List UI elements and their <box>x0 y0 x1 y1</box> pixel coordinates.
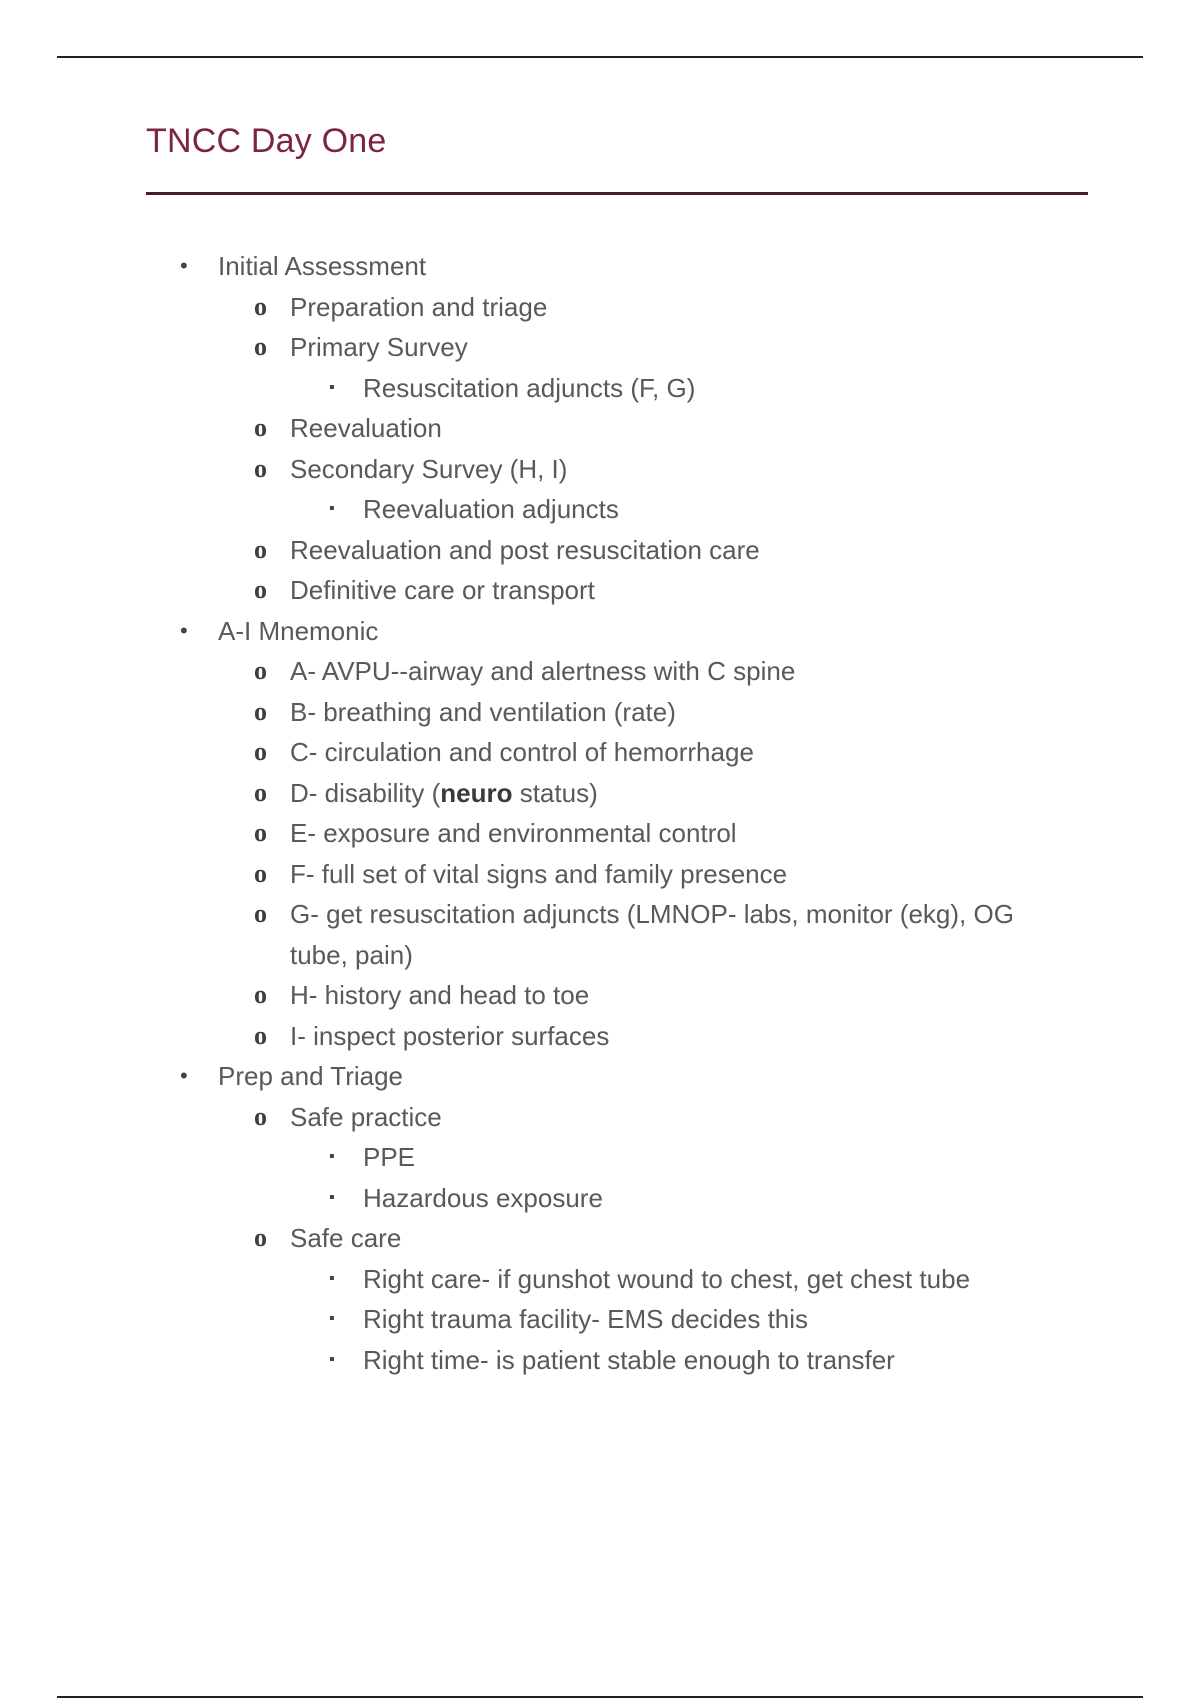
sub-item <box>0 1016 1070 1057</box>
sub-item <box>0 894 1070 975</box>
bullet-item <box>0 1056 1200 1097</box>
sub-sub-text: Right time- is patient stable enough to transfer <box>363 1344 895 1375</box>
sub-text: Preparation and triage <box>290 291 548 322</box>
sub-marker: o <box>254 453 267 483</box>
sub-marker: o <box>254 291 267 321</box>
sub-item <box>0 327 1070 368</box>
sub-text: Safe care <box>290 1223 402 1253</box>
sub-item <box>0 1218 1070 1259</box>
square-marker: ▪ <box>329 1310 335 1327</box>
sub-text: Definitive care or transport <box>290 575 595 605</box>
sub-sub-item <box>0 368 1200 409</box>
bullet-text: A-I Mnemonic <box>218 615 379 646</box>
sub-marker: o <box>254 1020 267 1050</box>
outline-list <box>0 246 1200 1380</box>
bullet-marker: • <box>180 1063 188 1088</box>
sub-marker: o <box>254 656 267 685</box>
sub-item <box>0 773 1070 814</box>
page-bottom-rule <box>57 1696 1143 1698</box>
sub-marker: o <box>254 1101 267 1131</box>
square-marker: ▪ <box>329 1350 335 1368</box>
document-title: TNCC Day One <box>146 122 387 160</box>
sub-item <box>0 692 1070 733</box>
sub-text-after: status) <box>512 777 598 808</box>
sub-sub-text: Reevaluation adjuncts <box>363 494 619 524</box>
sub-item <box>0 1097 1070 1138</box>
bullet-marker: • <box>180 253 188 278</box>
sub-text: Secondary Survey (H, I) <box>290 453 568 484</box>
sub-sub-item <box>0 1340 1200 1381</box>
sub-sub-item <box>0 1137 1200 1178</box>
bullet-item <box>0 246 1200 287</box>
sub-item <box>0 732 1070 773</box>
sub-sub-text: Hazardous exposure <box>363 1182 603 1213</box>
sub-text: Reevaluation <box>290 413 442 443</box>
sub-marker: o <box>254 777 267 807</box>
sub-text: C- circulation and control of hemorrhage <box>290 737 754 767</box>
sub-marker: o <box>254 858 267 888</box>
bullet-text: Prep and Triage <box>218 1061 404 1091</box>
sub-marker: o <box>254 980 267 1009</box>
sub-item <box>0 570 1070 611</box>
sub-text-before: D- disability ( <box>290 777 441 808</box>
sub-text: F- full set of vital signs and family presence <box>290 858 788 889</box>
bullet-text: Initial Assessment <box>218 251 427 281</box>
sub-marker: o <box>254 1223 267 1252</box>
sub-marker: o <box>254 534 267 564</box>
square-marker: ▪ <box>329 1269 335 1287</box>
square-marker: ▪ <box>329 378 335 396</box>
sub-item <box>0 408 1070 449</box>
sub-text: Primary Survey <box>290 332 468 362</box>
square-marker: ▪ <box>329 1188 335 1206</box>
sub-text: I- inspect posterior surfaces <box>290 1020 610 1051</box>
sub-text: B- breathing and ventilation (rate) <box>290 696 676 727</box>
sub-marker: o <box>254 696 267 726</box>
sub-text: H- history and head to toe <box>290 980 590 1010</box>
sub-sub-item <box>0 1178 1200 1219</box>
sub-sub-item <box>0 1259 1200 1300</box>
sub-text: G- get resuscitation adjuncts (LMNOP- labs, monitor (ekg), OG tube, pain) <box>290 899 1014 970</box>
sub-marker: o <box>254 899 267 928</box>
sub-sub-text: Right care- if gunshot wound to chest, get chest tube <box>363 1263 971 1294</box>
sub-text: E- exposure and environmental control <box>290 818 737 848</box>
bullet-marker: • <box>180 617 188 643</box>
sub-marker: o <box>254 575 267 604</box>
sub-item <box>0 854 1070 895</box>
sub-sub-item <box>0 1299 1200 1340</box>
sub-item <box>0 651 1070 692</box>
square-marker: ▪ <box>329 1148 335 1165</box>
sub-item <box>0 287 1070 328</box>
square-marker: ▪ <box>329 500 335 517</box>
sub-marker: o <box>254 413 267 442</box>
sub-text: A- AVPU--airway and alertness with C spine <box>290 656 796 686</box>
sub-item <box>0 813 1070 854</box>
sub-marker: o <box>254 818 267 847</box>
bullet-item <box>0 611 1200 652</box>
title-underline <box>146 192 1088 195</box>
sub-item <box>0 975 1070 1016</box>
sub-marker: o <box>254 737 267 766</box>
sub-sub-text: Right trauma facility- EMS decides this <box>363 1304 809 1334</box>
sub-text-bold: neuro <box>440 777 513 808</box>
sub-item <box>0 530 1070 571</box>
sub-sub-text: Resuscitation adjuncts (F, G) <box>363 372 696 403</box>
sub-sub-text: PPE <box>363 1142 416 1172</box>
sub-marker: o <box>254 332 267 361</box>
sub-sub-item <box>0 489 1200 530</box>
sub-text: Reevaluation and post resuscitation care <box>290 534 760 565</box>
sub-text: Safe practice <box>290 1101 442 1132</box>
sub-item <box>0 449 1070 490</box>
page-top-rule <box>57 56 1143 58</box>
